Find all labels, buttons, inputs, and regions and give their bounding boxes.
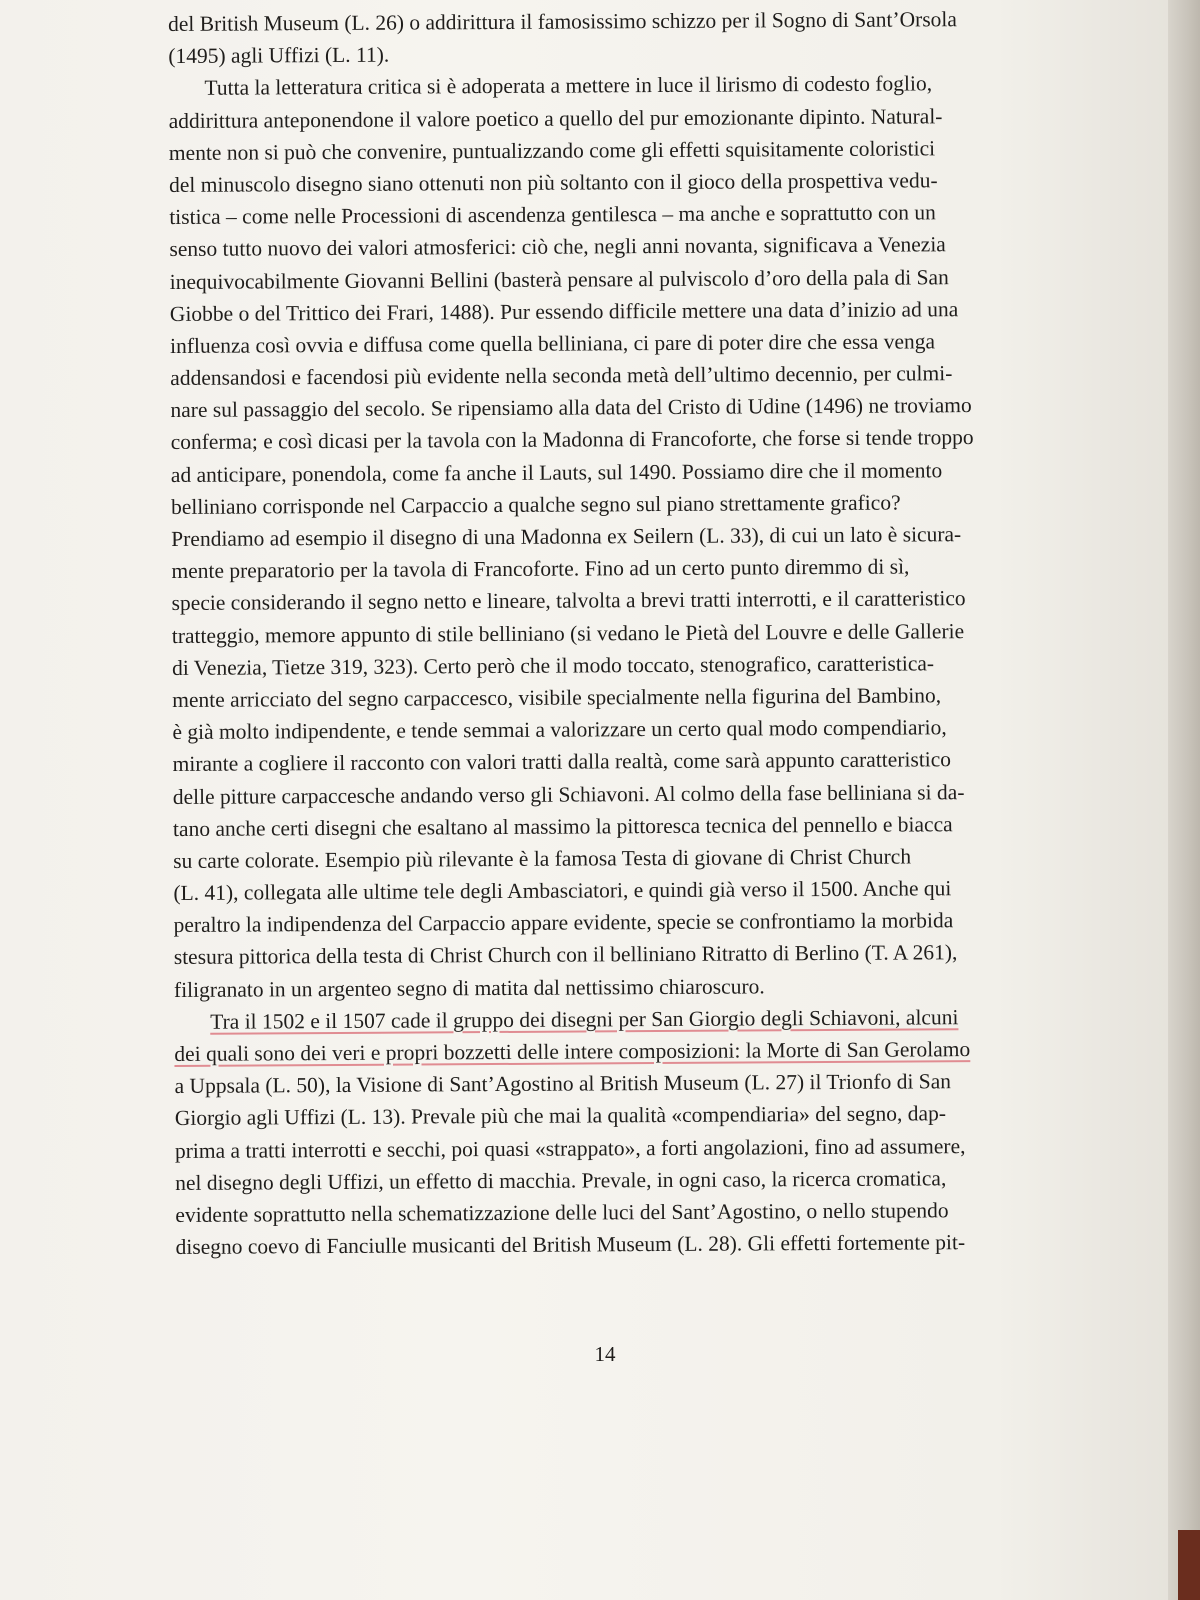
text-line: mente non si può che convenire, puntualizzando come gli effetti squisitamente coloristici [168,136,936,165]
text-line: di Venezia, Tietze 319, 323). Certo però che il modo toccato, stenografico, caratteristica- [171,651,935,680]
book-cover-corner [1178,1530,1200,1600]
text-line: filigranato in un argenteo segno di matita dal nettissimo chiaroscuro. [173,973,765,1002]
text-line: del minuscolo disegno siano ottenuti non più soltanto con il gioco della prospettiva vedu- [169,168,938,197]
highlighted-paragraph-start-line: Tra il 1502 e il 1507 cade il gruppo dei disegni per San Giorgio degli Schiavoni, alcuni [210,1005,959,1034]
text-line: tistica – come nelle Processioni di ascendenza gentilesca – ma anche e soprattutto con un [169,200,936,230]
text-line: evidente soprattutto nella schematizzazione delle luci del Sant’Agostino, o nello stupendo [175,1198,949,1227]
text-line: (1495) agli Uffizi (L. 11). [168,42,390,69]
text-line: è già molto indipendente, e tende semmai a valorizzare un certo qual modo compendiario, [172,715,947,745]
text-line: ad anticipare, ponendola, come fa anche il Lauts, sul 1490. Possiamo dire che il momento [170,457,943,487]
text-line: conferma; e così dicasi per la tavola con la Madonna di Francoforte, che forse si tende troppo [170,425,974,455]
text-line: Giorgio agli Uffizi (L. 13). Prevale più che mai la qualità «compendiaria» del segno, dap- [174,1101,947,1131]
body-text [168,3,1068,1264]
text-line: disegno coevo di Fanciulle musicanti del British Museum (L. 28). Gli effetti fortemente pit- [175,1230,966,1260]
highlighted-text-line: dei quali sono dei veri e propri bozzetti delle intere composizioni: la Morte di San Gerolamo [174,1037,971,1066]
page-number: 14 [594,1342,616,1366]
text-line: specie considerando il segno netto e lineare, talvolta a brevi tratti interrotti, e il caratteristico [171,586,966,616]
text-line: (L. 41), collegata alle ultime tele degli Ambasciatori, e quindi già verso il 1500. Anche qui [173,876,952,906]
text-line: su carte colorate. Esempio più rilevante è la famosa Testa di giovane di Christ Church [173,844,912,873]
text-line: a Uppsala (L. 50), la Visione di Sant’Agostino al British Museum (L. 27) il Trionfo di San [174,1069,952,1099]
text-line: mente preparatorio per la tavola di Francoforte. Fino ad un certo punto diremmo di sì, [171,554,910,584]
text-line: stesura pittorica della testa di Christ Church con il belliniano Ritratto di Berlino (T. A 261), [173,940,958,970]
text-line: mente arricciato del segno carpaccesco, visibile specialmente nella figurina del Bambino, [172,683,942,712]
text-line: nel disegno degli Uffizi, un effetto di macchia. Prevale, in ogni caso, la ricerca cromatica, [175,1166,947,1195]
text-line: delle pitture carpaccesche andando verso gli Schiavoni. Al colmo della fase belliniana si da- [172,779,965,809]
text-line: senso tutto nuovo dei valori atmosferici: ciò che, negli anni novanta, significava a Venezia [169,232,946,262]
text-line: nare sul passaggio del secolo. Se ripensiamo alla data del Cristo di Udine (1496) ne troviamo [170,393,972,423]
text-line: influenza così ovvia e diffusa come quella belliniana, ci pare di poter dire che essa venga [169,329,936,358]
text-line: addirittura anteponendone il valore poetico a quello del pur emozionante dipinto. Natural- [168,103,943,133]
text-line: tano anche certi disegni che esaltano al massimo la pittoresca tecnica del pennello e biacca [172,811,953,841]
text-line: del British Museum (L. 26) o addirittura il famosissimo schizzo per il Sogno di Sant’Orsola [168,7,957,36]
text-line: addensandosi e facendosi più evidente nella seconda metà dell’ultimo decennio, per culmi- [170,361,953,391]
text-line: Prendiamo ad esempio il disegno di una Madonna ex Seilern (L. 33), di cui un lato è sicura- [171,522,962,551]
text-line: prima a tratti interrotti e secchi, poi quasi «strappato», a forti angolazioni, fino ad assumere, [174,1133,966,1163]
text-line: mirante a cogliere il racconto con valori tratti dalla realtà, come sarà appunto caratteristico [172,747,952,777]
paragraph-start-line: Tutta la letteratura critica si è adoperata a mettere in luce il lirismo di codesto foglio, [204,71,933,101]
text-line: tratteggio, memore appunto di stile belliniano (si vedano le Pietà del Louvre e delle Gallerie [171,618,965,648]
text-line: Giobbe o del Trittico dei Frari, 1488). Pur essendo difficile mettere una data d’inizio ad una [169,296,959,326]
page-edge [1168,0,1200,1600]
text-line: belliniano corrisponde nel Carpaccio a qualche segno sul piano strettamente grafico? [170,490,901,519]
text-line: peraltro la indipendenza del Carpaccio appare evidente, specie se confrontiamo la morbida [173,908,954,938]
text-line: inequivocabilmente Giovanni Bellini (basterà pensare al pulviscolo d’oro della pala di San [169,264,949,294]
